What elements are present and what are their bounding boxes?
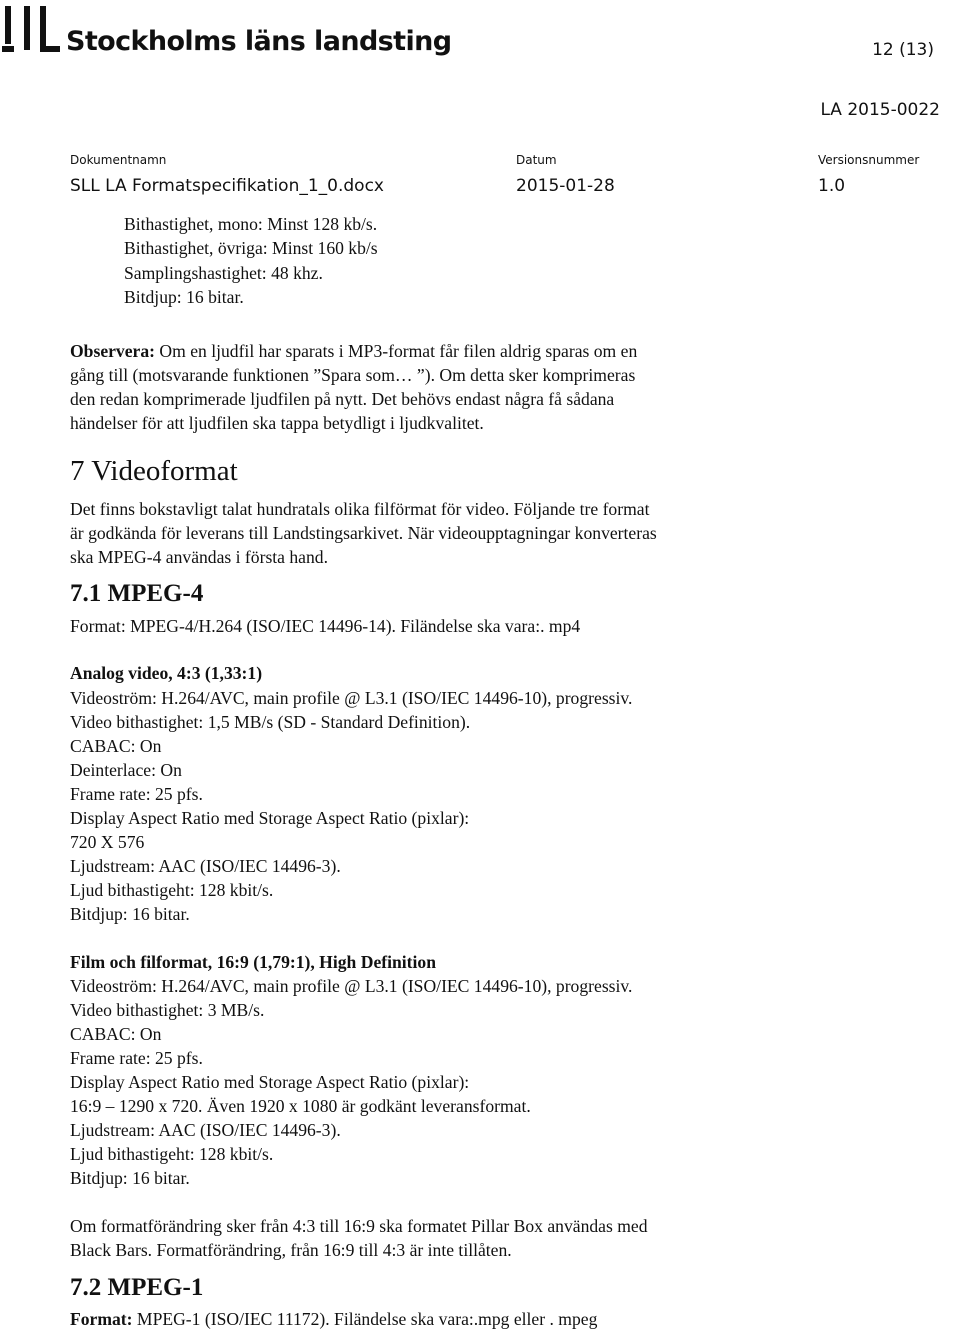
format-line: Format: MPEG-4/H.264 (ISO/IEC 14496-14). Filändelse ska vara:. mp4 [70, 616, 581, 636]
body-line: ska MPEG-4 användas i första hand. [70, 547, 328, 567]
audio-spec-line: Bithastighet, övriga: Minst 160 kb/s [124, 238, 378, 258]
page-number: 12 (13) [872, 40, 934, 60]
body-line: är godkända för leverans till Landstingsarkivet. När videoupptagningar konverteras [70, 523, 657, 543]
note-paragraph-line: den redan komprimerade ljudfilen på nytt. Det behövs endast några få sådana [70, 389, 615, 409]
spec-line: Ljud bithastigeht: 128 kbit/s. [70, 880, 274, 900]
audio-spec-line: Bitdjup: 16 bitar. [124, 287, 244, 307]
spec-line: Frame rate: 25 pfs. [70, 784, 203, 804]
org-name: Stockholms läns landsting [66, 26, 452, 57]
subsection-heading: 7.2 MPEG-1 [70, 1274, 204, 1301]
doc-name-label: Dokumentnamn [70, 153, 167, 167]
spec-line: Deinterlace: On [70, 760, 182, 780]
document-id: LA 2015-0022 [820, 100, 940, 120]
spec-line: Videoström: H.264/AVC, main profile @ L3.1 (ISO/IEC 14496-10), progressiv. [70, 976, 633, 996]
body-line: Om formatförändring sker från 4:3 till 16:9 ska formatet Pillar Box användas med [70, 1216, 648, 1236]
note-label: Observera: [70, 341, 156, 361]
date-label: Datum [516, 153, 557, 167]
spec-line: 720 X 576 [70, 832, 145, 852]
note-paragraph-line: händelser för att ljudfilen ska tappa betydligt i ljudkvalitet. [70, 413, 484, 433]
spec-line: Videoström: H.264/AVC, main profile @ L3.1 (ISO/IEC 14496-10), progressiv. [70, 688, 633, 708]
date-value: 2015-01-28 [516, 176, 615, 196]
section-heading: 7 Videoformat [70, 455, 238, 487]
spec-line: CABAC: On [70, 1024, 162, 1044]
format-line: Format: MPEG-1 (ISO/IEC 11172). Filändelse ska vara:.mpg eller . mpeg [70, 1309, 598, 1329]
spec-line: Display Aspect Ratio med Storage Aspect Ratio (pixlar): [70, 808, 470, 828]
spec-line: Ljudstream: AAC (ISO/IEC 14496-3). [70, 1120, 341, 1140]
spec-line: Video bithastighet: 1,5 MB/s (SD - Standard Definition). [70, 712, 471, 732]
note-paragraph-line: Observera: Om en ljudfil har sparats i MP3-format får filen aldrig sparas om en [70, 341, 638, 361]
audio-spec-line: Bithastighet, mono: Minst 128 kb/s. [124, 214, 378, 234]
subsection-heading: 7.1 MPEG-4 [70, 580, 204, 607]
spec-line: Frame rate: 25 pfs. [70, 1048, 203, 1068]
film-format-title: Film och filformat, 16:9 (1,79:1), High Definition [70, 952, 436, 972]
version-value: 1.0 [818, 176, 846, 196]
spec-line: Ljudstream: AAC (ISO/IEC 14496-3). [70, 856, 341, 876]
spec-line: Bitdjup: 16 bitar. [70, 1168, 190, 1188]
spec-line: Video bithastighet: 3 MB/s. [70, 1000, 265, 1020]
body-line: Black Bars. Formatförändring, från 16:9 till 4:3 är inte tillåten. [70, 1240, 512, 1260]
spec-line: 16:9 – 1290 x 720. Även 1920 x 1080 är godkänt leveransformat. [70, 1096, 531, 1116]
format-label: Format: [70, 1309, 133, 1329]
spec-line: Ljud bithastigeht: 128 kbit/s. [70, 1144, 274, 1164]
sll-logo-icon [2, 6, 62, 56]
spec-line: Bitdjup: 16 bitar. [70, 904, 190, 924]
spec-line: Display Aspect Ratio med Storage Aspect Ratio (pixlar): [70, 1072, 470, 1092]
audio-spec-line: Samplingshastighet: 48 khz. [124, 263, 323, 283]
spec-line: CABAC: On [70, 736, 162, 756]
analog-video-title: Analog video, 4:3 (1,33:1) [70, 663, 263, 683]
body-line: Det finns bokstavligt talat hundratals olika filförmat för video. Följande tre format [70, 499, 650, 519]
version-label: Versionsnummer [818, 153, 920, 167]
doc-name-value: SLL LA Formatspecifikation_1_0.docx [70, 176, 384, 196]
note-paragraph-line: gång till (motsvarande funktionen ”Spara som… ”). Om detta sker komprimeras [70, 365, 636, 385]
